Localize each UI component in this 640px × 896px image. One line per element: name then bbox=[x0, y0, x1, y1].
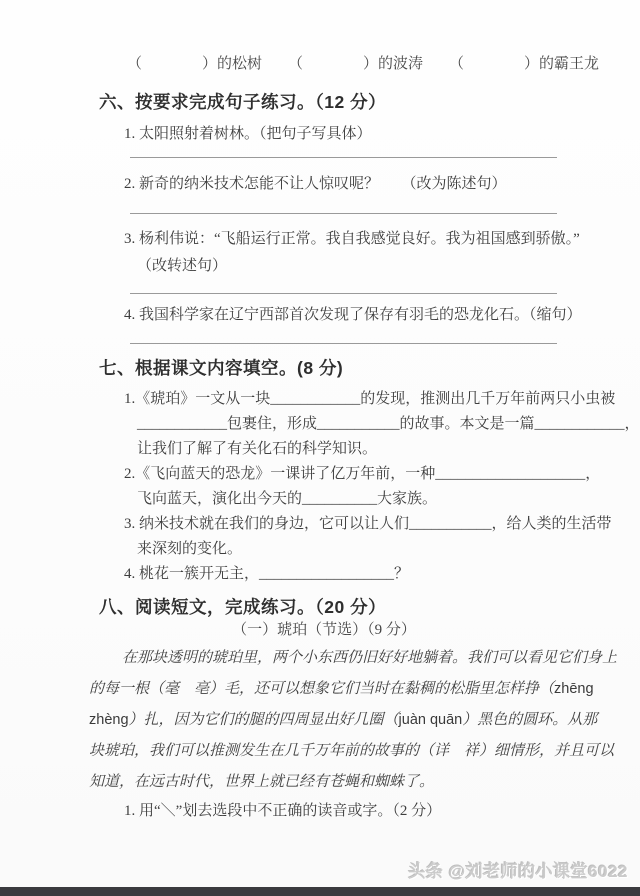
word-fill-line bbox=[127, 54, 640, 74]
passage-line: 在那块透明的琥珀里，两个小东西仍旧好好地躺着。我们可以看见它们身上 bbox=[122, 650, 618, 666]
passage-line bbox=[89, 705, 598, 736]
section8-title: 八、阅读短文，完成练习。（20 分） bbox=[99, 597, 387, 617]
passage-line: 知道，在远古时代，世界上就已经有苍蝇和蜘蛛了。 bbox=[89, 774, 435, 790]
reading-passage bbox=[89, 643, 618, 798]
section7-line8: 4. 桃花一簇开无主，__________________？ bbox=[124, 566, 410, 582]
section6-title: 六、按要求完成句子练习。（12 分） bbox=[99, 92, 387, 112]
section7-line3: 让我们了解了有关化石的科学知识。 bbox=[137, 441, 378, 457]
section7-line7: 来深刻的变化。 bbox=[137, 541, 243, 557]
passage-line bbox=[89, 674, 594, 705]
section6-q2: 2. 新奇的纳米技术怎能不让人惊叹呢？ （改为陈述句） bbox=[124, 176, 507, 192]
answer-line bbox=[130, 343, 557, 344]
section8-q1: 1. 用“＼”划去选段中不正确的读音或字。（2 分） bbox=[124, 803, 442, 819]
section7-title: 七、根据课文内容填空。(8 分) bbox=[99, 358, 344, 378]
answer-line bbox=[130, 293, 557, 294]
section7-line2: ____________包裹住，形成___________的故事。本文是一篇____________， bbox=[137, 416, 640, 432]
passage-text: 的每一根（毫 亳）毛，还可以想象它们当时在黏稠的松脂里怎样挣（ bbox=[89, 681, 555, 697]
section6-q3-line2: （改转述句） bbox=[137, 258, 228, 274]
passage-subtitle: （一）琥珀（节选）（9 分） bbox=[232, 622, 416, 638]
fill-blank-pine: （ ）的松树 bbox=[127, 56, 263, 72]
passage-text: ）扎，因为它们的腿的四周显出好几圈（ bbox=[128, 712, 399, 728]
pinyin-text: zhēng bbox=[554, 681, 594, 697]
toutiao-watermark: 头条 @刘老师的小课堂6022 bbox=[408, 862, 628, 881]
section7-line6: 3. 纳米技术就在我们的身边，它可以让人们___________，给人类的生活带 bbox=[124, 516, 612, 532]
section6-q1: 1. 太阳照射着树林。（把句子写具体） bbox=[124, 126, 372, 142]
answer-line bbox=[130, 213, 557, 214]
passage-text: ）黑色的圆环。从那 bbox=[462, 712, 598, 728]
bottom-bar bbox=[0, 887, 640, 896]
section6-q3-line1: 3. 杨利伟说：“飞船运行正常。我自我感觉良好。我为祖国感到骄傲。” bbox=[124, 231, 580, 247]
pinyin-text: juàn quān bbox=[398, 712, 463, 728]
pinyin-text: zhèng bbox=[89, 712, 129, 728]
section7-line4: 2.《飞向蓝天的恐龙》一课讲了亿万年前，一种____________________， bbox=[124, 466, 601, 482]
section7-line5: 飞向蓝天，演化出今天的__________大家族。 bbox=[137, 491, 438, 507]
answer-line bbox=[130, 157, 557, 158]
fill-blank-waves: （ ）的波涛 bbox=[288, 56, 424, 72]
section7-line1: 1.《琥珀》一文从一块____________的发现，推测出几千万年前两只小虫被 bbox=[124, 391, 616, 407]
section6-q4: 4. 我国科学家在辽宁西部首次发现了保存有羽毛的恐龙化石。（缩句） bbox=[124, 307, 582, 323]
fill-blank-tyrannosaurus: （ ）的霸王龙 bbox=[449, 56, 600, 72]
passage-line: 块琥珀，我们可以推测发生在几千万年前的故事的（详 祥）细情形，并且可以 bbox=[89, 743, 615, 759]
